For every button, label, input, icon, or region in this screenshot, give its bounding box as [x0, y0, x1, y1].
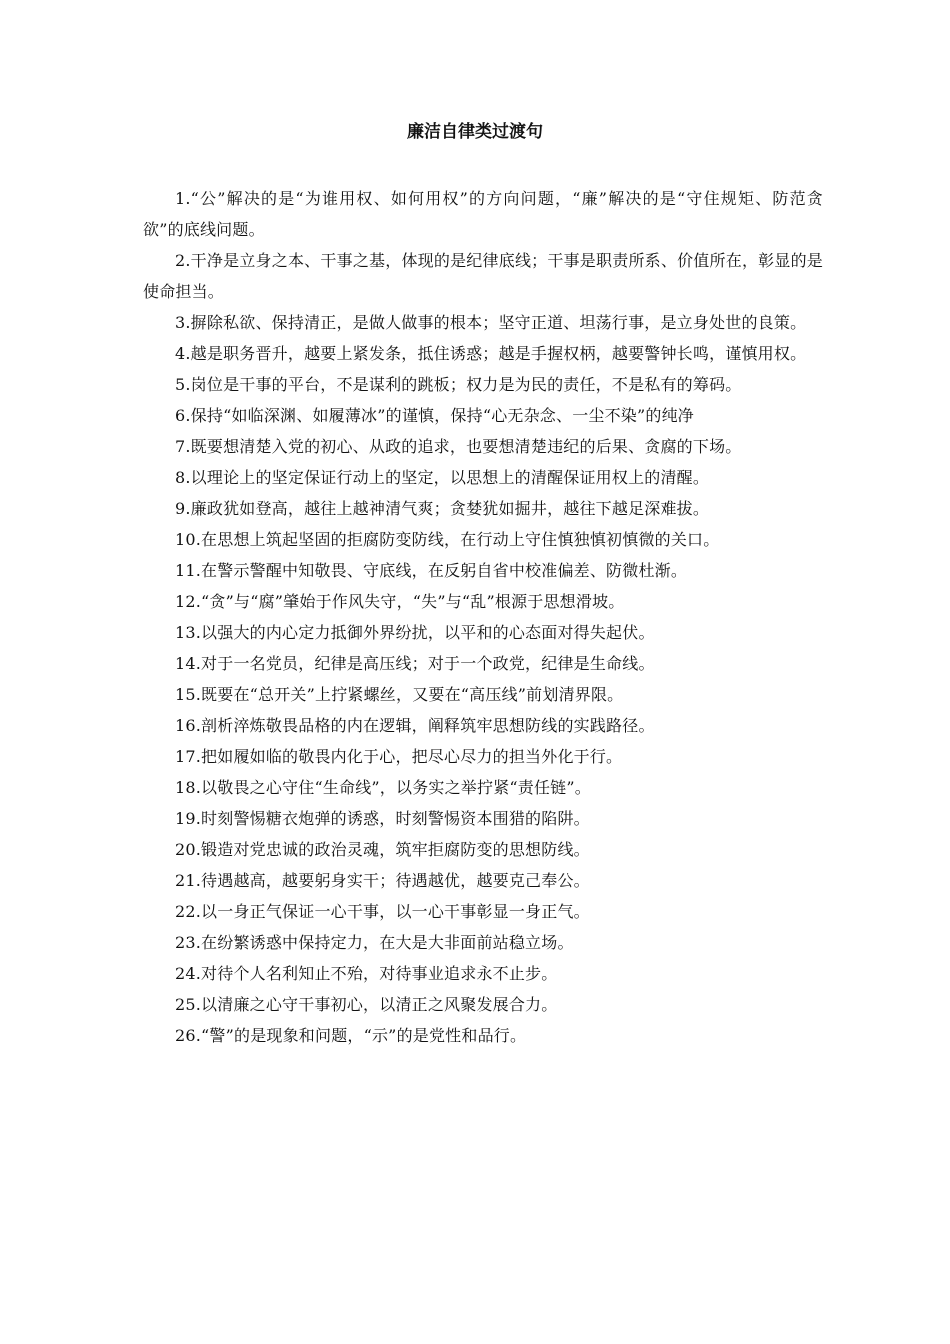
paragraph-9: 9.廉政犹如登高，越往上越神清气爽；贪婪犹如掘井，越往下越足深难拔。 — [175, 499, 710, 518]
document-body — [143, 183, 823, 1051]
document-title: 廉洁自律类过渡句 — [407, 122, 543, 142]
paragraph-5: 5.岗位是干事的平台，不是谋利的跳板；权力是为民的责任，不是私有的筹码。 — [175, 375, 742, 394]
paragraph-1: 1.“公”解决的是“为谁用权、如何用权”的方向问题，“廉”解决的是“守住规矩、防范贪欲”的底线问题。 — [143, 189, 823, 239]
paragraph-11: 11.在警示警醒中知敬畏、守底线，在反躬自省中校准偏差、防微杜渐。 — [175, 561, 688, 580]
paragraph-8: 8.以理论上的坚定保证行动上的坚定，以思想上的清醒保证用权上的清醒。 — [175, 468, 710, 487]
paragraph-15: 15.既要在“总开关”上拧紧螺丝，又要在“高压线”前划清界限。 — [175, 685, 624, 704]
paragraph-24: 24.对待个人名利知止不殆，对待事业追求永不止步。 — [175, 964, 558, 983]
paragraph-2: 2.干净是立身之本、干事之基，体现的是纪律底线；干事是职责所系、价值所在，彰显的是使命担当。 — [143, 251, 823, 301]
paragraph-22: 22.以一身正气保证一心干事，以一心干事彰显一身正气。 — [175, 902, 590, 921]
paragraph-25: 25.以清廉之心守干事初心，以清正之风聚发展合力。 — [175, 995, 558, 1014]
paragraph-23: 23.在纷繁诱惑中保持定力，在大是大非面前站稳立场。 — [175, 933, 574, 952]
paragraph-10: 10.在思想上筑起坚固的拒腐防变防线，在行动上守住慎独慎初慎微的关口。 — [175, 530, 720, 549]
paragraph-20: 20.锻造对党忠诚的政治灵魂，筑牢拒腐防变的思想防线。 — [175, 840, 590, 859]
paragraph-12: 12.“贪”与“腐”肇始于作风失守，“失”与“乱”根源于思想滑坡。 — [175, 592, 625, 611]
paragraph-3: 3.摒除私欲、保持清正，是做人做事的根本；坚守正道、坦荡行事，是立身处世的良策。 — [175, 313, 807, 332]
paragraph-6: 6.保持“如临深渊、如履薄冰”的谨慎，保持“心无杂念、一尘不染”的纯净 — [175, 406, 694, 425]
paragraph-14: 14.对于一名党员，纪律是高压线；对于一个政党，纪律是生命线。 — [175, 654, 655, 673]
paragraph-26: 26.“警”的是现象和问题，“示”的是党性和品行。 — [175, 1026, 527, 1045]
paragraph-16: 16.剖析淬炼敬畏品格的内在逻辑，阐释筑牢思想防线的实践路径。 — [175, 716, 655, 735]
paragraph-4: 4.越是职务晋升，越要上紧发条，抵住诱惑；越是手握权柄，越要警钟长鸣，谨慎用权。 — [175, 344, 807, 363]
paragraph-17: 17.把如履如临的敬畏内化于心，把尽心尽力的担当外化于行。 — [175, 747, 623, 766]
paragraph-18: 18.以敬畏之心守住“生命线”，以务实之举拧紧“责任链”。 — [175, 778, 591, 797]
paragraph-7: 7.既要想清楚入党的初心、从政的追求，也要想清楚违纪的后果、贪腐的下场。 — [175, 437, 742, 456]
paragraph-13: 13.以强大的内心定力抵御外界纷扰，以平和的心态面对得失起伏。 — [175, 623, 655, 642]
paragraph-19: 19.时刻警惕糖衣炮弹的诱惑，时刻警惕资本围猎的陷阱。 — [175, 809, 590, 828]
paragraph-21: 21.待遇越高，越要躬身实干；待遇越优，越要克己奉公。 — [175, 871, 590, 890]
